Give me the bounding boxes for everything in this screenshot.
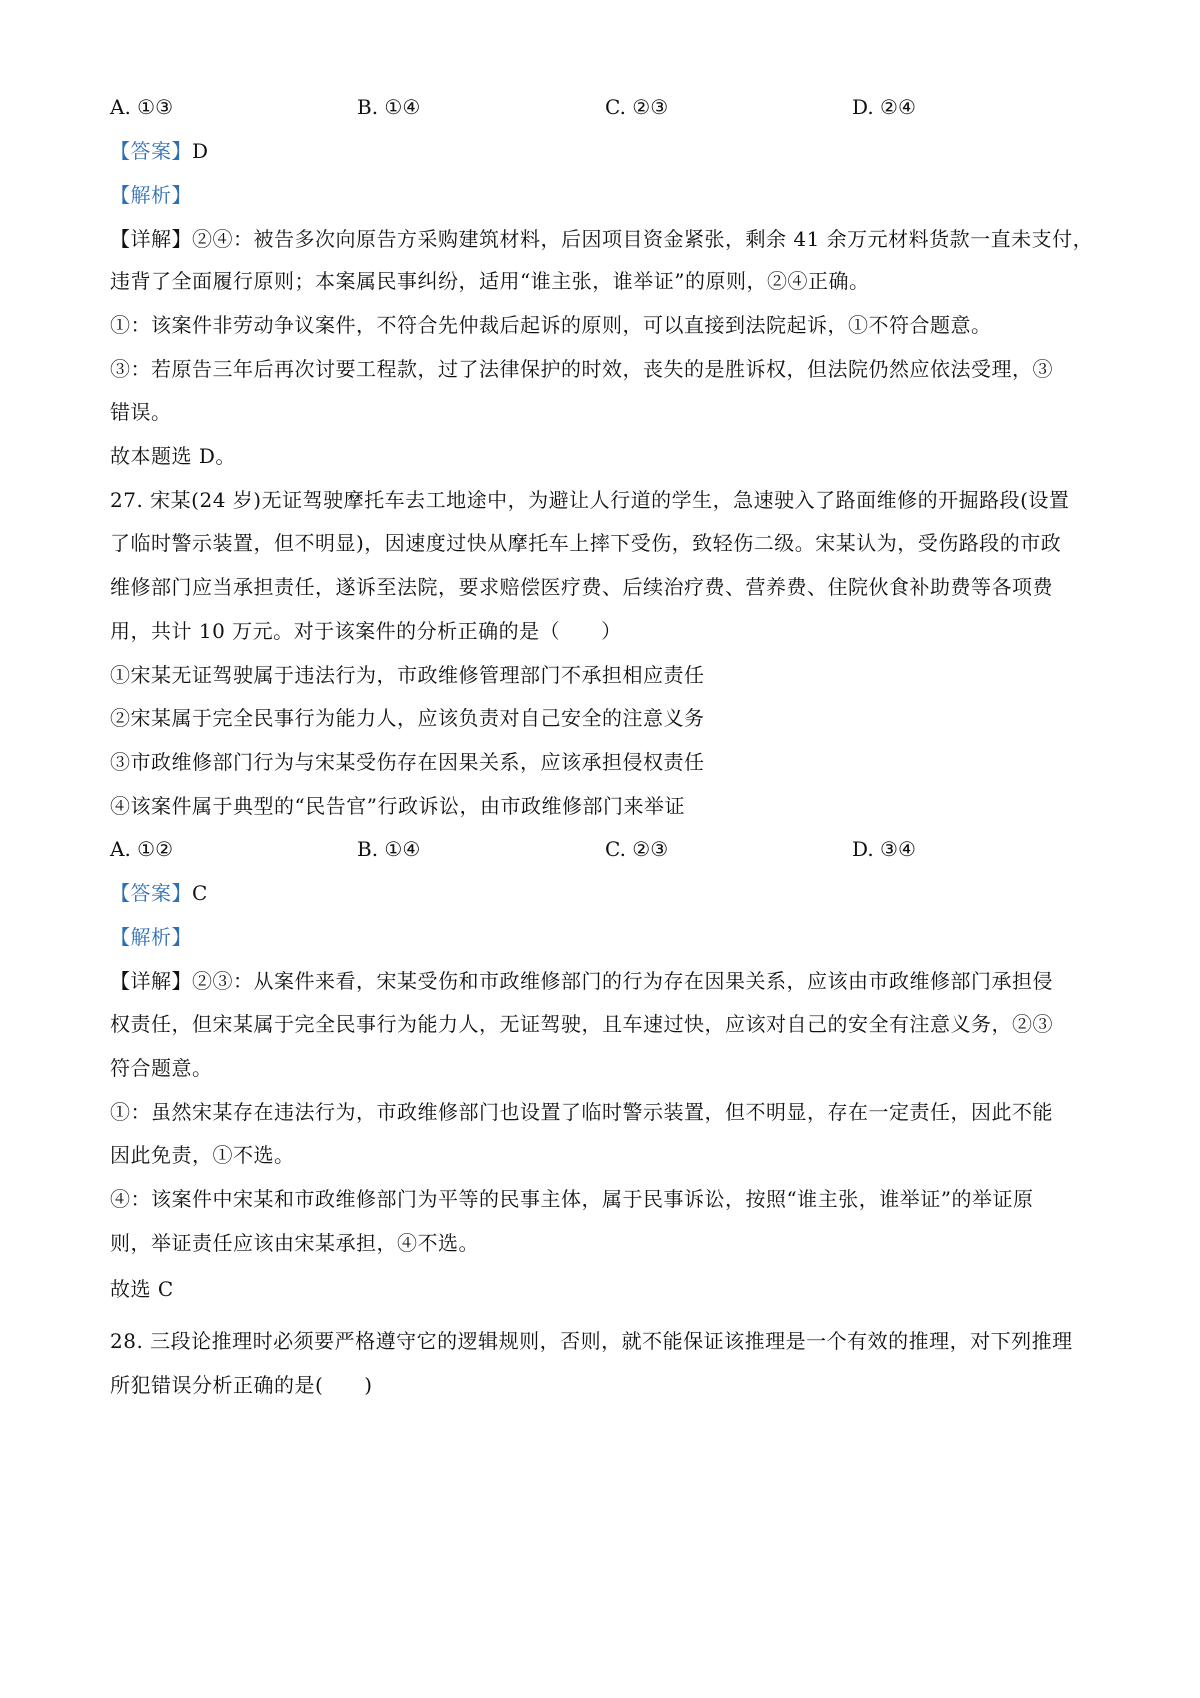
answer-value: C bbox=[192, 881, 208, 905]
q27-stem-line: 用，共计 10 万元。对于该案件的分析正确的是（ ） bbox=[110, 619, 622, 643]
answer-label: 【答案】 bbox=[110, 139, 192, 163]
q27-answer bbox=[110, 878, 1110, 908]
answer-label: 【答案】 bbox=[110, 881, 192, 905]
q27-option-a: A. ①② bbox=[110, 837, 174, 861]
answer-value: D bbox=[192, 139, 209, 163]
q26-option-b: B. ①④ bbox=[357, 95, 421, 119]
q27-stem-line: 了临时警示装置，但不明显)，因速度过快从摩托车上摔下受伤，致轻伤二级。宋某认为，受伤路段的市政 bbox=[110, 531, 1062, 555]
q26-options bbox=[110, 92, 1110, 122]
q27-statement: ④该案件属于典型的“民告官”行政诉讼，由市政维修部门来举证 bbox=[110, 794, 685, 818]
q27-stem-line: 维修部门应当承担责任，遂诉至法院，要求赔偿医疗费、后续治疗费、营养费、住院伙食补助费等各项费 bbox=[110, 575, 1053, 599]
q27-detail-line: 则，举证责任应该由宋某承担，④不选。 bbox=[110, 1231, 479, 1255]
q26-detail-line: 【详解】②④：被告多次向原告方采购建筑材料，后因项目资金紧张，剩余 41 余万元材料货款一直未支付， bbox=[110, 227, 1094, 251]
q27-analysis-label: 【解析】 bbox=[110, 925, 192, 949]
q27-detail-line: 符合题意。 bbox=[110, 1056, 213, 1080]
q27-statement: ①宋某无证驾驶属于违法行为，市政维修管理部门不承担相应责任 bbox=[110, 663, 705, 687]
q27-detail-line: ④：该案件中宋某和市政维修部门为平等的民事主体，属于民事诉讼，按照“谁主张，谁举证”的举证原 bbox=[110, 1187, 1034, 1211]
q27-option-c: C. ②③ bbox=[605, 837, 669, 861]
q26-option-c: C. ②③ bbox=[605, 95, 669, 119]
q27-stem-line: 27. 宋某(24 岁)无证驾驶摩托车去工地途中，为避让人行道的学生，急速驶入了路面维修的开掘路段(设置 bbox=[110, 488, 1070, 512]
q28-stem-line: 所犯错误分析正确的是( ) bbox=[110, 1373, 373, 1397]
q26-conclusion: 故本题选 D。 bbox=[110, 444, 236, 468]
q26-detail-line: 违背了全面履行原则；本案属民事纠纷，适用“谁主张，谁举证”的原则，②④正确。 bbox=[110, 269, 870, 293]
q28-stem-line: 28. 三段论推理时必须要严格遵守它的逻辑规则，否则，就不能保证该推理是一个有效的推理，对下列推理 bbox=[110, 1329, 1073, 1353]
q27-detail-line: 因此免责，①不选。 bbox=[110, 1143, 295, 1167]
q26-detail-line: ③：若原告三年后再次讨要工程款，过了法律保护的时效，丧失的是胜诉权，但法院仍然应依法受理，③ bbox=[110, 357, 1053, 381]
q26-detail-line: 错误。 bbox=[110, 400, 172, 424]
q26-detail-line: ①：该案件非劳动争议案件，不符合先仲裁后起诉的原则，可以直接到法院起诉，①不符合题意。 bbox=[110, 313, 992, 337]
q26-answer bbox=[110, 136, 1110, 166]
q27-statement: ②宋某属于完全民事行为能力人，应该负责对自己安全的注意义务 bbox=[110, 706, 705, 730]
q27-conclusion: 故选 C bbox=[110, 1277, 174, 1301]
q27-detail-line: 【详解】②③：从案件来看，宋某受伤和市政维修部门的行为存在因果关系，应该由市政维修部门承担侵 bbox=[110, 969, 1053, 993]
q27-detail-line: ①：虽然宋某存在违法行为，市政维修部门也设置了临时警示装置，但不明显，存在一定责任，因此不能 bbox=[110, 1100, 1053, 1124]
q26-option-d: D. ②④ bbox=[852, 95, 916, 119]
q27-option-d: D. ③④ bbox=[852, 837, 916, 861]
q26-analysis-label: 【解析】 bbox=[110, 183, 192, 207]
q27-option-b: B. ①④ bbox=[357, 837, 421, 861]
q27-statement: ③市政维修部门行为与宋某受伤存在因果关系，应该承担侵权责任 bbox=[110, 750, 705, 774]
q27-options bbox=[110, 834, 1110, 864]
q27-detail-line: 权责任，但宋某属于完全民事行为能力人，无证驾驶，且车速过快，应该对自己的安全有注意义务，②③ bbox=[110, 1012, 1053, 1036]
q26-option-a: A. ①③ bbox=[110, 95, 174, 119]
